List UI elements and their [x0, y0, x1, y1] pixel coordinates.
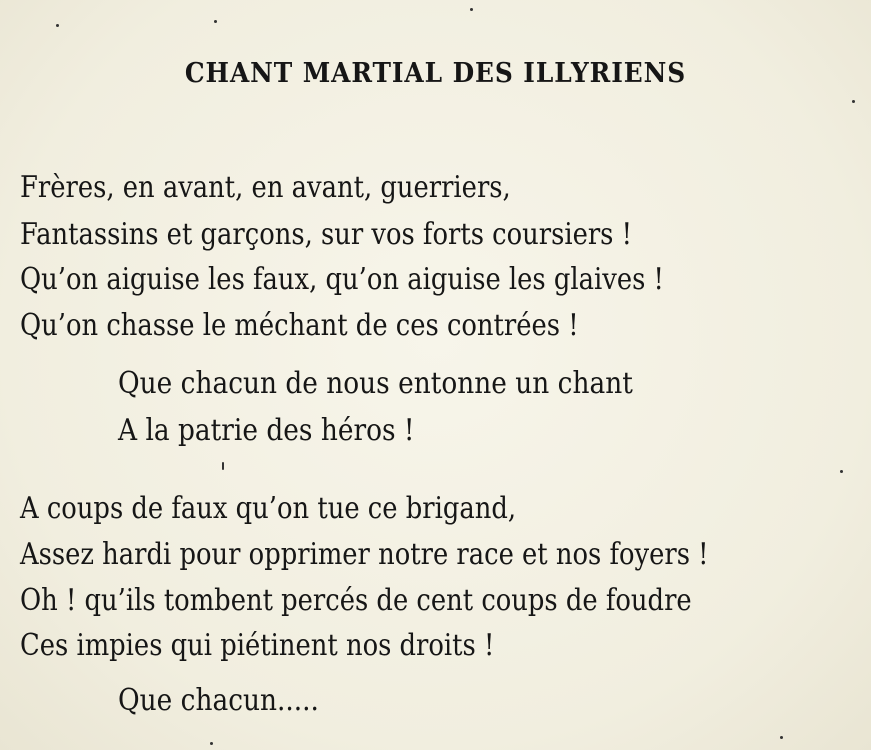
print-speck — [210, 742, 213, 745]
print-speck — [470, 8, 473, 11]
print-speck — [852, 100, 855, 103]
print-speck — [780, 736, 783, 739]
refrain-line-1: Que chacun de nous entonne un chant — [118, 366, 633, 401]
refrain-line-2: A la patrie des héros ! — [118, 413, 415, 448]
print-speck — [840, 470, 843, 473]
stanza1-line-4: Qu’on chasse le méchant de ces contrées ! — [20, 308, 579, 343]
print-speck — [56, 24, 59, 27]
stanza1-line-2: Fantassins et garçons, sur vos forts coursiers ! — [20, 217, 632, 252]
stanza2-line-4: Ces impies qui piétinent nos droits ! — [20, 628, 495, 663]
stanza2-line-1: A coups de faux qu’on tue ce brigand, — [20, 491, 517, 526]
stanza1-line-1: Frères, en avant, en avant, guerriers, — [20, 170, 511, 205]
print-speck — [214, 20, 217, 23]
stanza2-line-3: Oh ! qu’ils tombent percés de cent coups de foudre — [20, 583, 692, 618]
stanza1-line-3: Qu’on aiguise les faux, qu’on aiguise les glaives ! — [20, 262, 664, 297]
poem-title: CHANT MARTIAL DES ILLYRIENS — [184, 58, 687, 89]
refrain-repeat: Que chacun..... — [118, 683, 319, 718]
stanza2-line-2: Assez hardi pour opprimer notre race et nos foyers ! — [20, 537, 709, 572]
print-speck — [222, 462, 224, 470]
